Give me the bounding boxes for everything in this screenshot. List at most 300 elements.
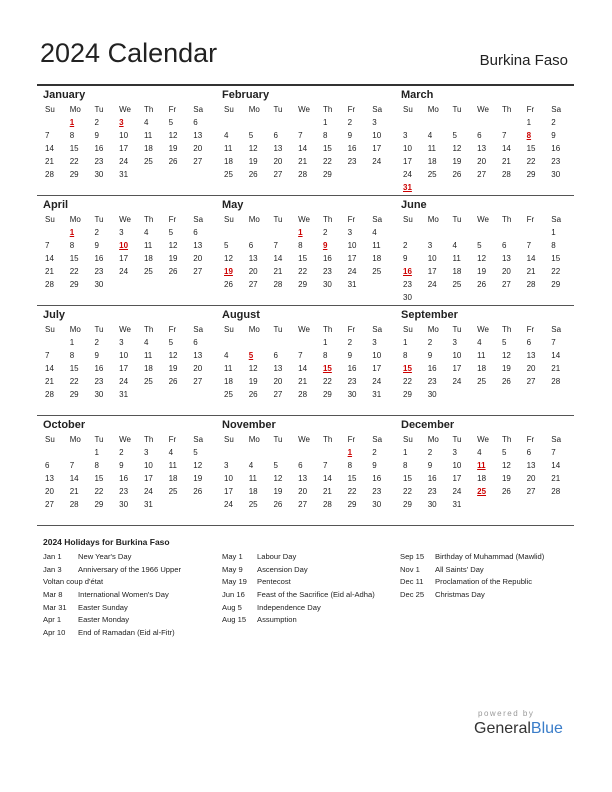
day-cell[interactable] — [525, 485, 550, 498]
day-cell[interactable] — [68, 375, 93, 388]
holiday-day-cell[interactable] — [321, 362, 346, 375]
day-cell[interactable] — [475, 265, 500, 278]
day-cell[interactable] — [370, 388, 395, 401]
day-cell[interactable] — [475, 252, 500, 265]
day-cell[interactable] — [271, 375, 296, 388]
day-cell[interactable] — [92, 226, 117, 239]
day-cell[interactable] — [271, 278, 296, 291]
day-cell[interactable] — [247, 485, 272, 498]
day-cell[interactable] — [426, 129, 451, 142]
day-cell[interactable] — [142, 116, 167, 129]
day-cell[interactable] — [370, 252, 395, 265]
day-cell[interactable] — [296, 349, 321, 362]
day-cell[interactable] — [321, 116, 346, 129]
day-cell[interactable] — [271, 459, 296, 472]
day-cell[interactable] — [167, 252, 192, 265]
day-cell[interactable] — [68, 168, 93, 181]
day-cell[interactable] — [271, 472, 296, 485]
day-cell[interactable] — [92, 446, 117, 459]
day-cell[interactable] — [43, 349, 68, 362]
day-cell[interactable] — [549, 362, 574, 375]
day-cell[interactable] — [450, 278, 475, 291]
day-cell[interactable] — [370, 129, 395, 142]
day-cell[interactable] — [549, 168, 574, 181]
day-cell[interactable] — [191, 349, 216, 362]
day-cell[interactable] — [247, 142, 272, 155]
day-cell[interactable] — [117, 129, 142, 142]
day-cell[interactable] — [500, 252, 525, 265]
day-cell[interactable] — [142, 349, 167, 362]
day-cell[interactable] — [43, 129, 68, 142]
day-cell[interactable] — [401, 278, 426, 291]
day-cell[interactable] — [370, 142, 395, 155]
day-cell[interactable] — [549, 116, 574, 129]
day-cell[interactable] — [370, 375, 395, 388]
day-cell[interactable] — [142, 362, 167, 375]
day-cell[interactable] — [191, 459, 216, 472]
day-cell[interactable] — [247, 362, 272, 375]
day-cell[interactable] — [191, 485, 216, 498]
day-cell[interactable] — [43, 388, 68, 401]
day-cell[interactable] — [92, 388, 117, 401]
day-cell[interactable] — [549, 226, 574, 239]
day-cell[interactable] — [321, 129, 346, 142]
day-cell[interactable] — [68, 265, 93, 278]
day-cell[interactable] — [92, 116, 117, 129]
day-cell[interactable] — [92, 498, 117, 511]
day-cell[interactable] — [525, 252, 550, 265]
day-cell[interactable] — [321, 388, 346, 401]
day-cell[interactable] — [426, 239, 451, 252]
holiday-day-cell[interactable] — [321, 239, 346, 252]
day-cell[interactable] — [549, 349, 574, 362]
day-cell[interactable] — [450, 142, 475, 155]
day-cell[interactable] — [142, 459, 167, 472]
day-cell[interactable] — [167, 362, 192, 375]
day-cell[interactable] — [321, 349, 346, 362]
day-cell[interactable] — [92, 459, 117, 472]
day-cell[interactable] — [525, 142, 550, 155]
day-cell[interactable] — [346, 226, 371, 239]
day-cell[interactable] — [346, 129, 371, 142]
day-cell[interactable] — [222, 129, 247, 142]
day-cell[interactable] — [426, 472, 451, 485]
day-cell[interactable] — [247, 375, 272, 388]
day-cell[interactable] — [142, 142, 167, 155]
day-cell[interactable] — [346, 116, 371, 129]
day-cell[interactable] — [271, 142, 296, 155]
day-cell[interactable] — [525, 375, 550, 388]
day-cell[interactable] — [426, 388, 451, 401]
day-cell[interactable] — [191, 239, 216, 252]
day-cell[interactable] — [167, 265, 192, 278]
day-cell[interactable] — [321, 168, 346, 181]
holiday-day-cell[interactable] — [401, 362, 426, 375]
day-cell[interactable] — [549, 155, 574, 168]
day-cell[interactable] — [500, 142, 525, 155]
day-cell[interactable] — [426, 336, 451, 349]
day-cell[interactable] — [247, 252, 272, 265]
day-cell[interactable] — [43, 498, 68, 511]
holiday-day-cell[interactable] — [475, 459, 500, 472]
day-cell[interactable] — [92, 278, 117, 291]
day-cell[interactable] — [450, 239, 475, 252]
day-cell[interactable] — [500, 362, 525, 375]
day-cell[interactable] — [167, 459, 192, 472]
day-cell[interactable] — [142, 252, 167, 265]
day-cell[interactable] — [92, 129, 117, 142]
day-cell[interactable] — [222, 459, 247, 472]
day-cell[interactable] — [68, 388, 93, 401]
day-cell[interactable] — [142, 226, 167, 239]
day-cell[interactable] — [222, 472, 247, 485]
day-cell[interactable] — [271, 239, 296, 252]
day-cell[interactable] — [92, 485, 117, 498]
day-cell[interactable] — [426, 349, 451, 362]
holiday-day-cell[interactable] — [222, 265, 247, 278]
day-cell[interactable] — [167, 375, 192, 388]
day-cell[interactable] — [500, 349, 525, 362]
day-cell[interactable] — [426, 142, 451, 155]
day-cell[interactable] — [321, 142, 346, 155]
day-cell[interactable] — [475, 362, 500, 375]
day-cell[interactable] — [191, 336, 216, 349]
day-cell[interactable] — [92, 336, 117, 349]
day-cell[interactable] — [450, 472, 475, 485]
day-cell[interactable] — [191, 375, 216, 388]
day-cell[interactable] — [525, 459, 550, 472]
day-cell[interactable] — [247, 498, 272, 511]
day-cell[interactable] — [191, 116, 216, 129]
day-cell[interactable] — [426, 498, 451, 511]
day-cell[interactable] — [500, 485, 525, 498]
day-cell[interactable] — [247, 155, 272, 168]
day-cell[interactable] — [525, 265, 550, 278]
brand-logo[interactable] — [474, 720, 563, 738]
day-cell[interactable] — [549, 485, 574, 498]
day-cell[interactable] — [222, 142, 247, 155]
day-cell[interactable] — [222, 498, 247, 511]
day-cell[interactable] — [450, 155, 475, 168]
day-cell[interactable] — [346, 375, 371, 388]
day-cell[interactable] — [475, 168, 500, 181]
day-cell[interactable] — [43, 155, 68, 168]
day-cell[interactable] — [450, 349, 475, 362]
day-cell[interactable] — [68, 278, 93, 291]
day-cell[interactable] — [117, 142, 142, 155]
day-cell[interactable] — [117, 375, 142, 388]
day-cell[interactable] — [191, 446, 216, 459]
day-cell[interactable] — [450, 336, 475, 349]
day-cell[interactable] — [525, 155, 550, 168]
day-cell[interactable] — [117, 459, 142, 472]
day-cell[interactable] — [43, 142, 68, 155]
day-cell[interactable] — [167, 336, 192, 349]
day-cell[interactable] — [92, 349, 117, 362]
day-cell[interactable] — [370, 239, 395, 252]
day-cell[interactable] — [191, 472, 216, 485]
day-cell[interactable] — [321, 375, 346, 388]
day-cell[interactable] — [346, 155, 371, 168]
day-cell[interactable] — [450, 362, 475, 375]
day-cell[interactable] — [525, 336, 550, 349]
day-cell[interactable] — [191, 362, 216, 375]
day-cell[interactable] — [500, 375, 525, 388]
day-cell[interactable] — [92, 168, 117, 181]
day-cell[interactable] — [296, 129, 321, 142]
day-cell[interactable] — [401, 349, 426, 362]
day-cell[interactable] — [167, 472, 192, 485]
day-cell[interactable] — [271, 168, 296, 181]
day-cell[interactable] — [247, 388, 272, 401]
holiday-day-cell[interactable] — [68, 226, 93, 239]
day-cell[interactable] — [525, 116, 550, 129]
day-cell[interactable] — [222, 239, 247, 252]
day-cell[interactable] — [68, 129, 93, 142]
holiday-day-cell[interactable] — [247, 349, 272, 362]
day-cell[interactable] — [142, 336, 167, 349]
day-cell[interactable] — [549, 129, 574, 142]
day-cell[interactable] — [43, 472, 68, 485]
day-cell[interactable] — [271, 485, 296, 498]
holiday-day-cell[interactable] — [525, 129, 550, 142]
day-cell[interactable] — [222, 375, 247, 388]
day-cell[interactable] — [296, 388, 321, 401]
day-cell[interactable] — [247, 265, 272, 278]
day-cell[interactable] — [346, 485, 371, 498]
day-cell[interactable] — [500, 239, 525, 252]
day-cell[interactable] — [426, 485, 451, 498]
day-cell[interactable] — [68, 349, 93, 362]
day-cell[interactable] — [271, 155, 296, 168]
day-cell[interactable] — [346, 459, 371, 472]
day-cell[interactable] — [500, 472, 525, 485]
day-cell[interactable] — [117, 168, 142, 181]
day-cell[interactable] — [142, 239, 167, 252]
day-cell[interactable] — [296, 362, 321, 375]
holiday-day-cell[interactable] — [401, 265, 426, 278]
holiday-day-cell[interactable] — [117, 239, 142, 252]
day-cell[interactable] — [117, 252, 142, 265]
day-cell[interactable] — [117, 265, 142, 278]
day-cell[interactable] — [370, 155, 395, 168]
day-cell[interactable] — [43, 375, 68, 388]
day-cell[interactable] — [92, 472, 117, 485]
day-cell[interactable] — [296, 168, 321, 181]
day-cell[interactable] — [346, 362, 371, 375]
day-cell[interactable] — [549, 142, 574, 155]
day-cell[interactable] — [401, 498, 426, 511]
day-cell[interactable] — [271, 388, 296, 401]
day-cell[interactable] — [247, 472, 272, 485]
day-cell[interactable] — [370, 485, 395, 498]
holiday-day-cell[interactable] — [68, 116, 93, 129]
day-cell[interactable] — [191, 142, 216, 155]
day-cell[interactable] — [43, 265, 68, 278]
day-cell[interactable] — [525, 362, 550, 375]
day-cell[interactable] — [191, 226, 216, 239]
day-cell[interactable] — [370, 116, 395, 129]
day-cell[interactable] — [43, 459, 68, 472]
day-cell[interactable] — [475, 472, 500, 485]
day-cell[interactable] — [370, 498, 395, 511]
day-cell[interactable] — [401, 459, 426, 472]
day-cell[interactable] — [271, 498, 296, 511]
day-cell[interactable] — [525, 168, 550, 181]
day-cell[interactable] — [450, 446, 475, 459]
day-cell[interactable] — [117, 336, 142, 349]
day-cell[interactable] — [500, 265, 525, 278]
day-cell[interactable] — [401, 291, 426, 304]
day-cell[interactable] — [549, 278, 574, 291]
day-cell[interactable] — [142, 498, 167, 511]
day-cell[interactable] — [68, 498, 93, 511]
day-cell[interactable] — [296, 142, 321, 155]
day-cell[interactable] — [475, 375, 500, 388]
day-cell[interactable] — [117, 446, 142, 459]
day-cell[interactable] — [92, 239, 117, 252]
day-cell[interactable] — [167, 142, 192, 155]
day-cell[interactable] — [296, 472, 321, 485]
day-cell[interactable] — [92, 362, 117, 375]
day-cell[interactable] — [549, 239, 574, 252]
day-cell[interactable] — [142, 155, 167, 168]
day-cell[interactable] — [525, 472, 550, 485]
day-cell[interactable] — [167, 226, 192, 239]
day-cell[interactable] — [450, 129, 475, 142]
day-cell[interactable] — [401, 485, 426, 498]
holiday-day-cell[interactable] — [401, 181, 426, 194]
day-cell[interactable] — [525, 349, 550, 362]
day-cell[interactable] — [296, 278, 321, 291]
day-cell[interactable] — [426, 278, 451, 291]
day-cell[interactable] — [247, 168, 272, 181]
day-cell[interactable] — [401, 252, 426, 265]
day-cell[interactable] — [296, 459, 321, 472]
day-cell[interactable] — [167, 349, 192, 362]
day-cell[interactable] — [475, 278, 500, 291]
day-cell[interactable] — [43, 278, 68, 291]
day-cell[interactable] — [525, 278, 550, 291]
day-cell[interactable] — [475, 336, 500, 349]
day-cell[interactable] — [549, 265, 574, 278]
day-cell[interactable] — [346, 349, 371, 362]
day-cell[interactable] — [296, 375, 321, 388]
day-cell[interactable] — [346, 239, 371, 252]
day-cell[interactable] — [142, 485, 167, 498]
day-cell[interactable] — [117, 498, 142, 511]
day-cell[interactable] — [117, 155, 142, 168]
day-cell[interactable] — [271, 362, 296, 375]
day-cell[interactable] — [549, 336, 574, 349]
day-cell[interactable] — [222, 278, 247, 291]
day-cell[interactable] — [475, 446, 500, 459]
day-cell[interactable] — [167, 446, 192, 459]
day-cell[interactable] — [549, 459, 574, 472]
day-cell[interactable] — [321, 485, 346, 498]
day-cell[interactable] — [401, 472, 426, 485]
day-cell[interactable] — [370, 226, 395, 239]
day-cell[interactable] — [426, 265, 451, 278]
day-cell[interactable] — [68, 472, 93, 485]
day-cell[interactable] — [346, 388, 371, 401]
day-cell[interactable] — [271, 265, 296, 278]
day-cell[interactable] — [117, 362, 142, 375]
day-cell[interactable] — [68, 485, 93, 498]
day-cell[interactable] — [401, 129, 426, 142]
day-cell[interactable] — [321, 252, 346, 265]
day-cell[interactable] — [500, 155, 525, 168]
day-cell[interactable] — [450, 252, 475, 265]
day-cell[interactable] — [142, 265, 167, 278]
day-cell[interactable] — [426, 362, 451, 375]
day-cell[interactable] — [296, 155, 321, 168]
day-cell[interactable] — [426, 155, 451, 168]
day-cell[interactable] — [549, 252, 574, 265]
day-cell[interactable] — [370, 362, 395, 375]
day-cell[interactable] — [525, 239, 550, 252]
day-cell[interactable] — [222, 485, 247, 498]
holiday-day-cell[interactable] — [296, 226, 321, 239]
day-cell[interactable] — [321, 265, 346, 278]
day-cell[interactable] — [450, 265, 475, 278]
day-cell[interactable] — [43, 239, 68, 252]
holiday-day-cell[interactable] — [475, 485, 500, 498]
day-cell[interactable] — [68, 252, 93, 265]
day-cell[interactable] — [346, 142, 371, 155]
day-cell[interactable] — [142, 472, 167, 485]
day-cell[interactable] — [117, 472, 142, 485]
day-cell[interactable] — [43, 362, 68, 375]
day-cell[interactable] — [346, 498, 371, 511]
day-cell[interactable] — [222, 252, 247, 265]
day-cell[interactable] — [346, 472, 371, 485]
day-cell[interactable] — [401, 388, 426, 401]
day-cell[interactable] — [500, 168, 525, 181]
day-cell[interactable] — [426, 252, 451, 265]
day-cell[interactable] — [475, 129, 500, 142]
day-cell[interactable] — [68, 155, 93, 168]
day-cell[interactable] — [500, 129, 525, 142]
day-cell[interactable] — [92, 265, 117, 278]
day-cell[interactable] — [321, 278, 346, 291]
day-cell[interactable] — [117, 485, 142, 498]
day-cell[interactable] — [247, 459, 272, 472]
day-cell[interactable] — [401, 336, 426, 349]
day-cell[interactable] — [346, 336, 371, 349]
day-cell[interactable] — [271, 252, 296, 265]
day-cell[interactable] — [296, 485, 321, 498]
day-cell[interactable] — [142, 446, 167, 459]
day-cell[interactable] — [222, 388, 247, 401]
day-cell[interactable] — [370, 336, 395, 349]
day-cell[interactable] — [426, 168, 451, 181]
day-cell[interactable] — [247, 239, 272, 252]
day-cell[interactable] — [500, 336, 525, 349]
holiday-day-cell[interactable] — [346, 446, 371, 459]
day-cell[interactable] — [92, 252, 117, 265]
day-cell[interactable] — [222, 168, 247, 181]
day-cell[interactable] — [43, 485, 68, 498]
day-cell[interactable] — [450, 375, 475, 388]
day-cell[interactable] — [475, 155, 500, 168]
day-cell[interactable] — [191, 252, 216, 265]
day-cell[interactable] — [222, 362, 247, 375]
day-cell[interactable] — [191, 155, 216, 168]
day-cell[interactable] — [271, 129, 296, 142]
day-cell[interactable] — [549, 446, 574, 459]
day-cell[interactable] — [321, 459, 346, 472]
